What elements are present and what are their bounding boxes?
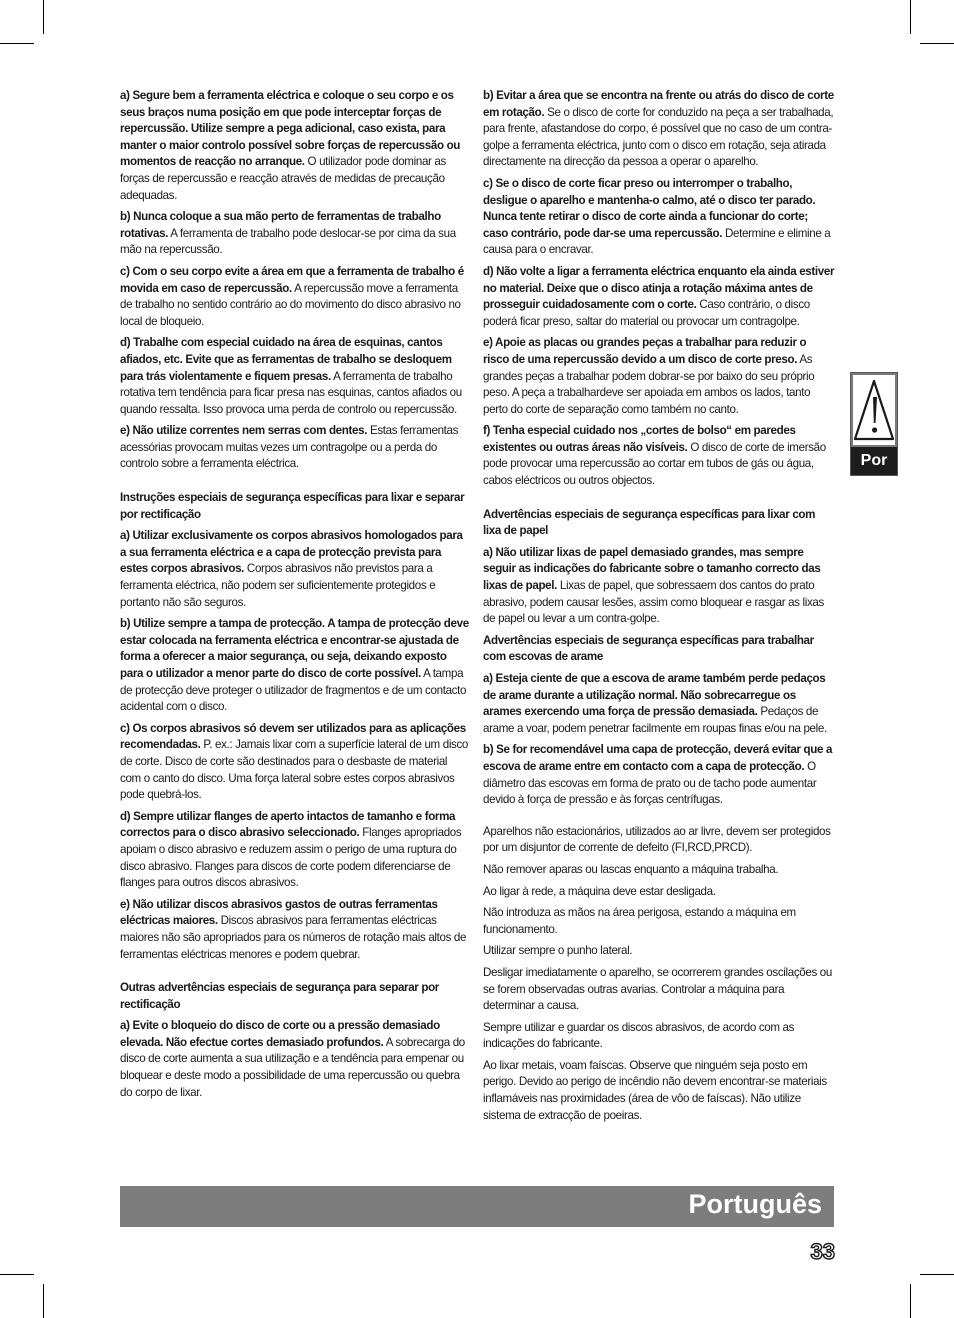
instruction-heading: d) Não volte a ligar a ferramenta eléctrica enquanto ela ainda estiver no material. Deixe que o disco atinja a rotação máxima antes de prosseguir cuidadosamente com o corte.: [483, 264, 835, 312]
paragraph: [483, 88, 835, 171]
footer-language-title: Português: [688, 1189, 822, 1219]
instruction-heading: e) Não utilizar discos abrasivos gastos de outras ferramentas eléctricas maiores.: [120, 897, 438, 928]
instruction-heading: e) Não utilize correntes nem serras com dentes.: [120, 424, 368, 438]
right-column: [483, 88, 835, 1129]
paragraph: [120, 209, 470, 259]
instruction-text: Pedaços de arame a voar, podem penetrar facilmente em roupas finas e/ou na pele.: [483, 705, 827, 735]
paragraph: [120, 721, 470, 804]
note: Não introduza as mãos na área perigosa, estando a máquina em funcionamento.: [483, 906, 796, 936]
instruction-text: As grandes peças a trabalhar podem dobrar-se por baixo do seu próprio peso. A peça a trabalhardeve ser apoiada em ambos os lados, tanto perto do corte de separação como também no canto.: [483, 352, 815, 416]
instruction-heading: c) Se o disco de corte ficar preso ou interromper o trabalho, desligue o aparelho e mantenha-o calmo, até o disco ter parado. Nunca tente retirar o disco de corte ainda a funcionar do corte; caso contrário, pode dar-se uma repercussão.: [483, 176, 816, 240]
instruction-text: Determine e elimine a causa para o encravar.: [483, 226, 831, 257]
section-heading: Advertências especiais de segurança específicas para lixar com lixa de papel: [483, 507, 816, 538]
paragraph: [483, 176, 835, 259]
paragraph: [483, 742, 835, 808]
paragraph: [120, 809, 470, 892]
language-code-label: Por: [851, 447, 897, 475]
language-side-tab: [850, 372, 898, 476]
instruction-text: Estas ferramentas acessórias provocam muitas vezes um contragolpe ou a perda do controlo sobre a ferramenta eléctrica.: [120, 424, 459, 471]
left-column: [120, 88, 470, 1106]
paragraph: [483, 423, 835, 489]
section-heading: Instruções especiais de segurança específicas para lixar e separar por rectificação: [120, 491, 465, 521]
paragraph: [120, 423, 470, 473]
paragraph: [120, 616, 470, 716]
footer-language-band: [120, 1186, 834, 1227]
instruction-heading: a) Esteja ciente de que a escova de arame também perde pedaços de arame durante a utilização normal. Não sobrecarregue os arames exercendo uma força de pressão demasiada.: [483, 672, 826, 719]
instruction-text: Caso contrário, o disco poderá ficar preso, saltar do material ou provocar um contragolpe.: [483, 298, 810, 328]
instruction-text: O disco de corte de imersão pode provocar uma repercussão ao cortar em tubos de gás ou água, cabos eléctricos ou outros objectos.: [483, 440, 826, 488]
instruction-heading: b) Utilize sempre a tampa de protecção. A tampa de protecção deve estar colocada na ferramenta eléctrica e encontrar-se ajustada de forma a oferecer a maior segurança, ou seja, deixando exposto para o utilizador a menor parte do disco de corte possível.: [120, 617, 469, 680]
instruction-text: Lixas de papel, que sobressaem dos cantos do prato abrasivo, podem causar lesões, assim como bloquear e rasgar as lixas de papel ou levar a um contra-golpe.: [483, 579, 824, 626]
crop-mark: [43, 1284, 44, 1318]
instruction-heading: b) Se for recomendável uma capa de protecção, deverá evitar que a escova de arame entre em contacto com a capa de protecção.: [483, 743, 833, 773]
crop-mark: [920, 1274, 954, 1275]
paragraph: [120, 88, 470, 204]
crop-mark: [910, 0, 911, 34]
note: Ao ligar à rede, a máquina deve estar desligada.: [483, 884, 716, 898]
paragraph: [483, 264, 835, 330]
paragraph: [483, 545, 835, 628]
instruction-text: A repercussão move a ferramenta de trabalho no sentido contrário ao do movimento do disco abrasivo no local de bloqueio.: [120, 281, 461, 328]
note: Sempre utilizar e guardar os discos abrasivos, de acordo com as indicações do fabricante.: [483, 1020, 795, 1051]
section-heading: Outras advertências especiais de segurança para separar por rectificação: [120, 981, 439, 1011]
instruction-text: P. ex.: Jamais lixar com a superfície lateral de um disco de corte. Disco de corte são destinados para o desbaste de material com o canto do disco. Uma força lateral sobre estes corpos abrasivos pode quebrá-los.: [120, 738, 469, 802]
instruction-heading: c) Os corpos abrasivos só devem ser utilizados para as aplicações recomendadas.: [120, 721, 466, 752]
instruction-text: Discos abrasivos para ferramentas eléctricas maiores não são apropriados para os números de rotação mais altos de ferramentas eléctricas menores e podem quebrar.: [120, 914, 467, 961]
instruction-heading: f) Tenha especial cuidado nos „cortes de bolso“ em paredes existentes ou outras áreas não visíveis.: [483, 424, 796, 454]
instruction-heading: c) Com o seu corpo evite a área em que a ferramenta de trabalho é movida em caso de repercussão.: [120, 264, 464, 295]
instruction-heading: b) Evitar a área que se encontra na frente ou atrás do disco de corte em rotação.: [483, 89, 834, 119]
instruction-heading: a) Segure bem a ferramenta eléctrica e coloque o seu corpo e os seus braços numa posição em que pode interceptar forças de repercussão. Utilize sempre a pega adicional, caso exista, para manter o maior controlo possível sobre forças de repercussão ou momentos de reacção no arranque.: [120, 89, 461, 169]
crop-mark: [0, 1274, 34, 1275]
paragraph: [120, 264, 470, 330]
note: Ao lixar metais, voam faíscas. Observe que ninguém seja posto em perigo. Devido ao perigo de incêndio não devem encontrar-se materiais inflamáveis nas proximidades (área de vôo de faíscas). Não utilize sistema de extracção de poeiras.: [483, 1058, 827, 1122]
warning-triangle-icon: [853, 375, 895, 445]
paragraph: [120, 335, 470, 418]
instruction-text: A sobrecarga do disco de corte aumenta a sua utilização e a tendência para empenar ou bloquear e deste modo a possibilidade de uma repercussão ou quebra do corpo de lixar.: [120, 1035, 465, 1099]
crop-mark: [910, 1284, 911, 1318]
paragraph: [120, 897, 470, 963]
instruction-text: Corpos abrasivos não previstos para a ferramenta eléctrica, não podem ser suficientemente protegidos e portanto não são seguros.: [120, 562, 436, 609]
instruction-heading: d) Sempre utilizar flanges de aperto intactos de tamanho e forma correctos para o disco abrasivo seleccionado.: [120, 809, 456, 840]
page-number: 33: [810, 1239, 835, 1264]
paragraph: [483, 335, 835, 418]
instruction-heading: d) Trabalhe com especial cuidado na área de esquinas, cantos afiados, etc. Evite que as ferramentas de trabalho se desloquem para trás violentamente e fiquem presas.: [120, 336, 452, 383]
instruction-text: Se o disco de corte for conduzido na peça a ser trabalhada, para frente, afastandose do corpo, é possível que no caso de um contra-golpe a ferramenta eléctrica, junto com o disco em rotação, seja atirada directamente na direcção da pessoa a operar o aparelho.: [483, 105, 834, 169]
paragraph: [483, 671, 835, 737]
instruction-text: A tampa de protecção deve proteger o utilizador de fragmentos e de um contacto acidental com o disco.: [120, 667, 467, 714]
crop-mark: [920, 43, 954, 44]
crop-mark: [0, 43, 34, 44]
note: Não remover aparas ou lascas enquanto a máquina trabalha.: [483, 862, 779, 876]
note: Desligar imediatamente o aparelho, se ocorrerem grandes oscilações ou se forem observadas outras avarias. Controlar a máquina para determinar a causa.: [483, 965, 832, 1013]
instruction-text: Flanges apropriados apoiam o disco abrasivo e reduzem assim o perigo de uma ruptura do disco abrasivo. Flanges para discos de corte podem diferenciarse de flanges para outros discos abrasivos.: [120, 826, 462, 890]
instruction-heading: a) Evite o bloqueio do disco de corte ou a pressão demasiado elevada. Não efectue cortes demasiado profundos.: [120, 1019, 440, 1049]
instruction-heading: a) Não utilizar lixas de papel demasiado grandes, mas sempre seguir as indicações do fabricante sobre o tamanho correcto das lixas de papel.: [483, 545, 821, 593]
instruction-text: O diâmetro das escovas em forma de prato ou de tacho pode aumentar devido à força de pressão e às forças centrífugas.: [483, 759, 817, 807]
paragraph: [120, 1018, 470, 1101]
instruction-text: A ferramenta de trabalho rotativa tem tendência para ficar presa nas esquinas, cantos afiados ou quando ressalta. Isso provoca uma perda de controlo ou repercussão.: [120, 369, 462, 416]
instruction-heading: a) Utilizar exclusivamente os corpos abrasivos homologados para a sua ferramenta eléctrica e a capa de protecção prevista para estes corpos abrasivos.: [120, 529, 463, 576]
instruction-heading: b) Nunca coloque a sua mão perto de ferramentas de trabalho rotativas.: [120, 210, 441, 240]
instruction-text: A ferramenta de trabalho pode deslocar-se por cima da sua mão na repercussão.: [120, 226, 456, 257]
paragraph: [120, 528, 470, 611]
crop-mark: [43, 0, 44, 34]
note: Aparelhos não estacionários, utilizados ao ar livre, devem ser protegidos por um disjuntor de corrente de defeito (FI,RCD,PRCD).: [483, 824, 831, 855]
instruction-heading: e) Apoie as placas ou grandes peças a trabalhar para reduzir o risco de uma repercussão devido a um disco de corte preso.: [483, 336, 807, 366]
note: Utilizar sempre o punho lateral.: [483, 944, 633, 958]
instruction-text: O utilizador pode dominar as forças de repercussão e reacção através de medidas de precaução adequadas.: [120, 155, 446, 202]
section-heading: Advertências especiais de segurança específicas para trabalhar com escovas de arame: [483, 633, 814, 664]
